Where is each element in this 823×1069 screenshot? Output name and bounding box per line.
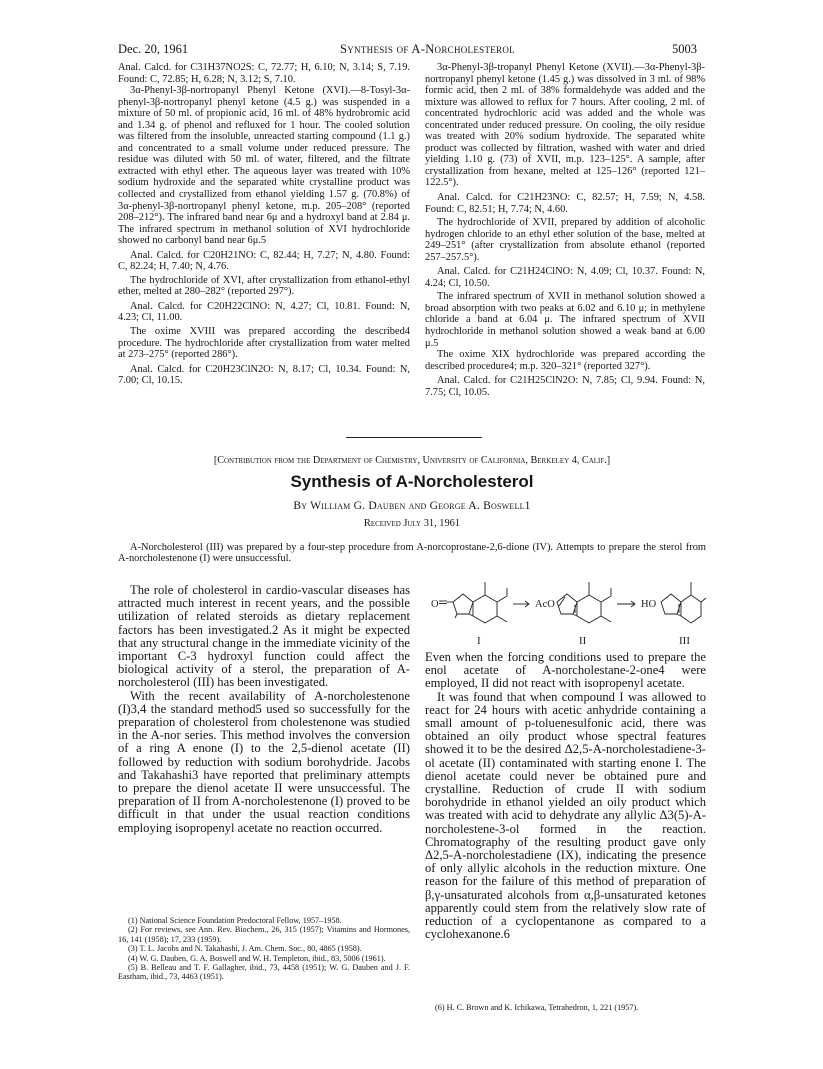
scheme-group-o: O xyxy=(431,599,439,610)
article-separator xyxy=(346,437,482,438)
scheme-label-i: I xyxy=(477,635,481,647)
analysis-paragraph: Anal. Calcd. for C20H21NO: C, 82.44; H, 7.27; N, 4.80. Found: C, 82.24; H, 7.40; N, 4.76. xyxy=(118,249,410,273)
body-right-column xyxy=(425,651,706,941)
steroid-structure-iii-icon xyxy=(661,582,706,623)
scheme-group-aco: AcO xyxy=(535,599,555,610)
footnotes-left xyxy=(118,916,410,982)
body-left-column xyxy=(118,584,410,835)
footnote: (4) W. G. Dauben, G. A. Boswell and W. H. Templeton, ibid., 83, 5006 (1961). xyxy=(128,953,386,963)
analysis-paragraph: Anal. Calcd. for C21H24ClNO: N, 4.09; Cl, 10.37. Found: N, 4.24; Cl, 10.50. xyxy=(425,266,705,289)
procedure-paragraph: The hydrochloride of XVI, after crystallization from ethanol-ethyl ether, melted at 280–282° (reported 297°). xyxy=(118,274,410,298)
article-title: Synthesis of A-Norcholesterol xyxy=(290,472,534,491)
scheme-group-ho: HO xyxy=(641,599,657,610)
footnote: (2) For reviews, see Ann. Rev. Biochem., 26, 315 (1957); Vitamins and Hormones, 16, 141 (1958); 17, 233 (1959). xyxy=(118,925,410,944)
body-paragraph: The role of cholesterol in cardio-vascular diseases has attracted much interest in recent years, and the possible utilization of related steroids as dietary replacement factors has been investigated.2 As it might be expected that any structural change in the immediate vicinity of the important C-3 hydroxyl function could affect the biological activity of a sterol, the preparation of A-norcholesterol (III) has been investigated. xyxy=(118,583,410,690)
header-date: Dec. 20, 1961 xyxy=(118,42,189,56)
top-left-column xyxy=(118,62,410,389)
scheme-label-iii: III xyxy=(679,635,690,647)
received-date: Received July 31, 1961 xyxy=(363,518,461,529)
reaction-scheme xyxy=(425,576,707,652)
footnote-right xyxy=(425,1003,706,1012)
procedure-paragraph: The hydrochloride of XVII, prepared by addition of alcoholic hydrogen chloride to an ethyl ether solution of the base, melted at 249–251° (after crystallization from absolute ethanol (reported 257–257.5°). xyxy=(425,217,705,263)
procedure-paragraph: The oxime XVIII was prepared according the described4 procedure. The hydrochloride after crystallization from water melted at 273–275° (reported 286°). xyxy=(118,326,410,361)
footnote: (3) T. L. Jacobs and N. Takahashi, J. Am. Chem. Soc., 80, 4865 (1958). xyxy=(128,944,362,954)
analysis-paragraph: Anal. Calcd. for C20H22ClNO: N, 4.27; Cl, 10.81. Found: N, 4.23; Cl, 11.00. xyxy=(118,300,410,324)
steroid-structure-i-icon xyxy=(447,582,507,623)
steroid-structure-ii-icon xyxy=(557,582,611,623)
footnote: (5) B. Belleau and T. F. Gallagher, ibid., 73, 4458 (1951); W. G. Dauben and J. F. Eastham, ibid., 73, 4463 (1951). xyxy=(118,963,410,982)
analysis-paragraph: Anal. Calcd. for C20H23ClN2O: N, 8.17; Cl, 10.34. Found: N, 7.00; Cl, 10.15. xyxy=(118,363,410,387)
analysis-paragraph: Anal. Calcd. for C31H37NO2S: C, 72.77; H, 6.10; N, 3.14; S, 7.19. Found: C, 72.85; H, 6.28; N, 3.12; S, 7.10. xyxy=(118,62,410,85)
authors: William G. Dauben and George A. Boswell1 xyxy=(310,499,531,512)
abstract: A-Norcholesterol (III) was prepared by a four-step procedure from A-norcoprostane-2,6-dione (IV). Attempts to prepare the sterol from A-norcholestenone (I) were unsuccessful. xyxy=(118,542,706,565)
contribution-line: [Contribution from the Department of Chemistry, University of California, Berkeley 4, Calif.] xyxy=(213,455,611,466)
footnote: (1) National Science Foundation Predoctoral Fellow, 1957–1958. xyxy=(128,916,342,925)
header-running-title: Synthesis of A-Norcholesterol xyxy=(340,42,515,56)
byline xyxy=(118,499,706,512)
byline-prefix: By xyxy=(293,499,308,512)
top-right-column xyxy=(425,62,705,400)
body-paragraph: With the recent availability of A-norcholestenone (I)3,4 the standard method5 used so successfully for the preparation of cholesterol from cholestenone was studied in the A-nor series. This method involves the conversion of a ring A enone (I) to the 2,5-dienol acetate (II) followed by reduction with sodium borohydride. Jacobs and Takahashi3 have reported that preliminary attempts to prepare the dienol acetate II were unsuccessful. The preparation of II from A-norcholestenone (I) proved to be difficult in that under the usual reaction conditions employing isopropenyl acetate no reaction occurred. xyxy=(118,688,410,835)
analysis-paragraph: Anal. Calcd. for C21H23NO: C, 82.57; H, 7.59; N, 4.58. Found: C, 82.51; H, 7.74; N, 4.60. xyxy=(425,192,705,215)
scheme-label-ii: II xyxy=(579,635,587,647)
body-paragraph: Even when the forcing conditions used to prepare the enol acetate of A-norcholestane-2-one4 were employed, II did not react with isopropenyl acetate. xyxy=(425,650,706,691)
procedure-paragraph: The infrared spectrum of XVII in methanol solution showed a broad absorption with two peaks at 6.02 and 6.10 μ; in methylene chloride a band at 6.04 μ. The infrared spectrum of XVII hydrochloride in methanol solution showed a weak band at 6.00 μ.5 xyxy=(425,291,705,349)
header-page-number: 5003 xyxy=(672,42,697,56)
footnote: (6) H. C. Brown and K. Ichikawa, Tetrahedron, 1, 221 (1957). xyxy=(435,1003,639,1012)
procedure-paragraph: 3α-Phenyl-3β-tropanyl Phenyl Ketone (XVII).—3α-Phenyl-3β-nortropanyl phenyl ketone (1.45 g.) was dissolved in 3 ml. of 98% formic acid, then 2 ml. of 38% formaldehyde was added and the mixture was allowed to reflux for 7 hours. After cooling, 2 ml. of concentrated hydrochloric acid was added and the whole was concentrated under reduced pressure. On cooling, the oily residue was treated with 20% sodium hydroxide. The separated white product was collected by filtration, washed with water and dried yielding 1.10 g. (73) of XVII, m.p. 123–125°. A sample, after crystallization from hexane, melted at 125–126° (reported 121–122.5°). xyxy=(425,62,705,189)
analysis-paragraph: Anal. Calcd. for C21H25ClN2O: N, 7.85; Cl, 9.94. Found: N, 7.75; Cl, 10.05. xyxy=(425,375,705,398)
procedure-paragraph: The oxime XIX hydrochloride was prepared according the described procedure4; m.p. 320–321° (reported 327°). xyxy=(425,349,705,372)
procedure-paragraph: 3α-Phenyl-3β-nortropanyl Phenyl Ketone (XVI).—8-Tosyl-3α-phenyl-3β-nortropanyl phenyl ketone (4.5 g.) was suspended in a mixture of 50 ml. of propionic acid, 16 ml. of 48% hydrobromic acid and 1.34 g. of phenol and refluxed for 1 hour. The cooled solution was filtered from the insoluble, unreacted starting compound (1.1 g.) and concentrated to a small volume under reduced pressure. The residue was diluted with 50 ml. of water, filtered, and the filtrate extracted with ethyl ether. The aqueous layer was treated with 10% sodium hydroxide and the separated white crystalline product was collected and crystallized from ethanol yielding 1.57 g. (70.8%) of 3α-phenyl-3β-nortropanyl phenyl ketone, m.p. 205–208° (reported 208–212°). The infrared band near 6μ and a hydroxyl band at 2.84 μ. The infrared spectrum in methanol solution of XVI hydrochloride showed no carbonyl band near 6μ.5 xyxy=(118,85,410,247)
body-paragraph: It was found that when compound I was allowed to react for 24 hours with acetic anhydride containing a small amount of p-toluenesulfonic acid, there was obtained an oily product whose spectral features showed it to be the desired Δ2,5-A-norcholestadiene-3-ol acetate (II) contaminated with starting enone I. The dienol acetate could never be obtained pure and crystalline. Reduction of crude II with sodium borohydride in ethanol yielded an oily product which was treated with acid to dehydrate any allylic Δ3(5)-A-norcholestene-3-ol formed in the reaction. Chromatography of the resulting product gave only Δ2,5-A-norcholestadiene (IX), indicating the presence of only allylic alcohols in the reduction mixture. One reason for the failure of this method of preparation of β,γ-unsaturated alcohols from α,β-unsaturated ketones apparently could stem from the relatively slow rate of reduction of a cyclopentanone as compared to a cyclohexanone.6 xyxy=(425,689,706,942)
